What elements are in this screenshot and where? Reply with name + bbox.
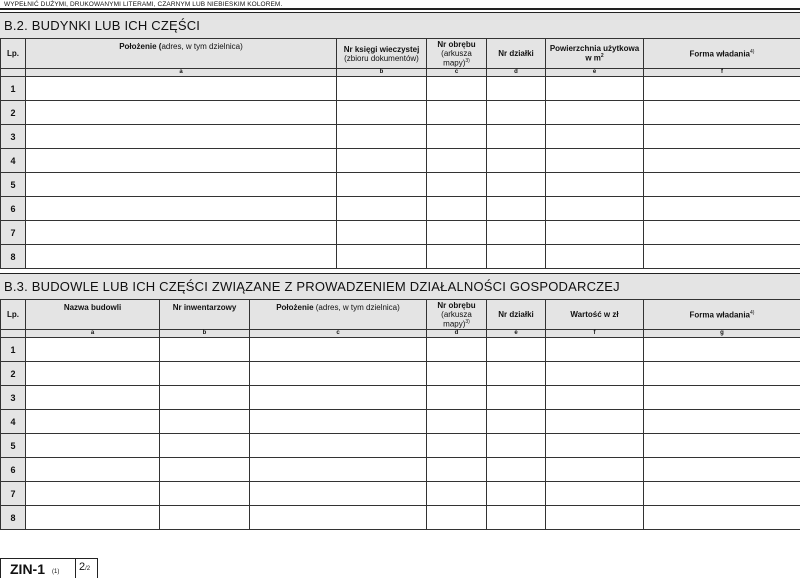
column-letter: g — [644, 330, 800, 338]
header-usable-area: Powierzchnia użytkowa w $m^2$ — [546, 39, 644, 69]
entry-field[interactable] — [546, 482, 644, 506]
entry-field[interactable] — [26, 338, 160, 362]
entry-field[interactable] — [546, 362, 644, 386]
entry-field[interactable] — [546, 125, 644, 149]
entry-field[interactable] — [427, 149, 487, 173]
column-letter: f — [644, 69, 800, 77]
entry-field[interactable] — [26, 410, 160, 434]
entry-field[interactable] — [337, 149, 427, 173]
entry-field[interactable] — [644, 173, 800, 197]
entry-field[interactable] — [487, 245, 546, 269]
entry-field[interactable] — [427, 173, 487, 197]
entry-field[interactable] — [546, 77, 644, 101]
entry-field[interactable] — [337, 77, 427, 101]
entry-field[interactable] — [546, 221, 644, 245]
section-b3-header — [0, 273, 800, 301]
entry-field[interactable] — [644, 458, 800, 482]
table-row — [1, 362, 800, 386]
section-b2-title: B.2. BUDYNKI LUB ICH CZĘŚCI — [4, 18, 201, 33]
table-b3 — [0, 299, 800, 530]
row-number: 8 — [1, 245, 26, 269]
header-ownership: Forma władania$^{4)}$ — [644, 39, 800, 69]
entry-field[interactable] — [26, 458, 160, 482]
top-rule — [0, 8, 800, 10]
entry-field[interactable] — [160, 410, 250, 434]
row-number: 6 — [1, 458, 26, 482]
entry-field[interactable] — [427, 77, 487, 101]
entry-field[interactable] — [427, 482, 487, 506]
entry-field[interactable] — [487, 221, 546, 245]
entry-field[interactable] — [644, 245, 800, 269]
entry-field[interactable] — [644, 434, 800, 458]
row-number: 1 — [1, 77, 26, 101]
entry-field[interactable] — [427, 125, 487, 149]
row-number: 1 — [1, 338, 26, 362]
row-number: 8 — [1, 506, 26, 530]
entry-field[interactable] — [644, 197, 800, 221]
column-letter: c — [427, 69, 487, 77]
entry-field[interactable] — [26, 506, 160, 530]
section-b2-header — [0, 12, 800, 40]
entry-field[interactable] — [160, 338, 250, 362]
page-number: 2/2 — [79, 561, 91, 573]
entry-field[interactable] — [427, 410, 487, 434]
entry-field[interactable] — [546, 410, 644, 434]
entry-field[interactable] — [644, 77, 800, 101]
entry-field[interactable] — [427, 221, 487, 245]
entry-field[interactable] — [337, 245, 427, 269]
header-ownership: Forma władania$^{4)}$ — [644, 300, 800, 330]
column-letter: e — [487, 330, 546, 338]
row-number: 2 — [1, 362, 26, 386]
entry-field[interactable] — [26, 362, 160, 386]
entry-field[interactable] — [487, 434, 546, 458]
entry-field[interactable] — [546, 386, 644, 410]
entry-field[interactable] — [337, 101, 427, 125]
entry-field[interactable] — [644, 338, 800, 362]
header-precinct: Nr obrębu (arkusza mapy)$^{3)}$ — [427, 39, 487, 69]
header-lp: Lp. — [1, 300, 26, 330]
entry-field[interactable] — [250, 386, 427, 410]
entry-field[interactable] — [160, 362, 250, 386]
entry-field[interactable] — [546, 434, 644, 458]
header-location: Położenie (adres, w tym dzielnica) — [250, 300, 427, 330]
entry-field[interactable] — [427, 386, 487, 410]
entry-field[interactable] — [427, 245, 487, 269]
entry-field[interactable] — [26, 482, 160, 506]
header-location: Położenie (adres, w tym dzielnica) — [26, 39, 337, 69]
entry-field[interactable] — [427, 101, 487, 125]
header-lp: Lp. — [1, 39, 26, 69]
entry-field[interactable] — [427, 197, 487, 221]
column-letter: a — [26, 330, 160, 338]
entry-field[interactable] — [487, 506, 546, 530]
column-letter: b — [160, 330, 250, 338]
row-number: 5 — [1, 434, 26, 458]
table-row — [1, 101, 800, 125]
entry-field[interactable] — [26, 149, 337, 173]
column-letter: d — [487, 69, 546, 77]
entry-field[interactable] — [487, 77, 546, 101]
entry-field[interactable] — [487, 482, 546, 506]
column-letters-row — [1, 69, 800, 77]
column-letter: c — [250, 330, 427, 338]
entry-field[interactable] — [250, 434, 427, 458]
table-row — [1, 245, 800, 269]
entry-field[interactable] — [160, 506, 250, 530]
entry-field[interactable] — [546, 149, 644, 173]
entry-field[interactable] — [250, 506, 427, 530]
entry-field[interactable] — [487, 101, 546, 125]
entry-field[interactable] — [337, 221, 427, 245]
form-version: (1) — [52, 569, 60, 575]
table-row — [1, 410, 800, 434]
entry-field[interactable] — [427, 458, 487, 482]
header-value: Wartość w zł — [546, 300, 644, 330]
table-row — [1, 434, 800, 458]
entry-field[interactable] — [337, 173, 427, 197]
table-row — [1, 338, 800, 362]
entry-field[interactable] — [644, 221, 800, 245]
entry-field[interactable] — [26, 125, 337, 149]
row-number: 6 — [1, 197, 26, 221]
table-row — [1, 458, 800, 482]
entry-field[interactable] — [160, 482, 250, 506]
entry-field[interactable] — [250, 338, 427, 362]
entry-field[interactable] — [487, 125, 546, 149]
entry-field[interactable] — [160, 434, 250, 458]
entry-field[interactable] — [250, 410, 427, 434]
table-row — [1, 173, 800, 197]
entry-field[interactable] — [487, 338, 546, 362]
entry-field[interactable] — [546, 173, 644, 197]
table-row — [1, 221, 800, 245]
entry-field[interactable] — [337, 197, 427, 221]
entry-field[interactable] — [644, 125, 800, 149]
entry-field[interactable] — [546, 197, 644, 221]
entry-field[interactable] — [26, 101, 337, 125]
header-land-register: Nr księgi wieczystej (zbioru dokumentów) — [337, 39, 427, 69]
entry-field[interactable] — [546, 458, 644, 482]
entry-field[interactable] — [26, 173, 337, 197]
entry-field[interactable] — [26, 245, 337, 269]
row-number: 7 — [1, 221, 26, 245]
entry-field[interactable] — [487, 386, 546, 410]
entry-field[interactable] — [26, 77, 337, 101]
entry-field[interactable] — [644, 410, 800, 434]
form-code: ZIN-1 — [10, 561, 45, 577]
entry-field[interactable] — [250, 362, 427, 386]
entry-field[interactable] — [644, 386, 800, 410]
entry-field[interactable] — [546, 245, 644, 269]
column-letter: f — [546, 330, 644, 338]
table-row — [1, 125, 800, 149]
table-b2 — [0, 38, 800, 269]
entry-field[interactable] — [644, 149, 800, 173]
entry-field[interactable] — [546, 506, 644, 530]
row-number: 5 — [1, 173, 26, 197]
row-number: 2 — [1, 101, 26, 125]
entry-field[interactable] — [644, 482, 800, 506]
entry-field[interactable] — [26, 221, 337, 245]
entry-field[interactable] — [487, 197, 546, 221]
row-number: 7 — [1, 482, 26, 506]
entry-field[interactable] — [546, 338, 644, 362]
row-number: 4 — [1, 149, 26, 173]
entry-field[interactable] — [644, 506, 800, 530]
column-letters-row — [1, 330, 800, 338]
table-row — [1, 149, 800, 173]
entry-field[interactable] — [546, 101, 644, 125]
column-letter: d — [427, 330, 487, 338]
entry-field[interactable] — [427, 434, 487, 458]
column-letter: a — [26, 69, 337, 77]
header-precinct: Nr obrębu (arkusza mapy)$^{3)}$ — [427, 300, 487, 330]
column-letter: b — [337, 69, 427, 77]
header-structure-name: Nazwa budowli — [26, 300, 160, 330]
row-number: 3 — [1, 386, 26, 410]
section-b3-title: B.3. BUDOWLE LUB ICH CZĘŚCI ZWIĄZANE Z PROWADZENIEM DZIAŁALNOŚCI GOSPODARCZEJ — [4, 279, 620, 294]
entry-field[interactable] — [487, 458, 546, 482]
entry-field[interactable] — [26, 434, 160, 458]
entry-field[interactable] — [487, 362, 546, 386]
entry-field[interactable] — [644, 101, 800, 125]
entry-field[interactable] — [427, 362, 487, 386]
entry-field[interactable] — [26, 197, 337, 221]
fill-instruction: WYPEŁNIĆ DUŻYMI, DRUKOWANYMI LITERAMI, CZARNYM LUB NIEBIESKIM KOLOREM. — [4, 1, 283, 8]
table-row — [1, 77, 800, 101]
entry-field[interactable] — [427, 506, 487, 530]
entry-field[interactable] — [644, 362, 800, 386]
column-letter: e — [546, 69, 644, 77]
entry-field[interactable] — [427, 338, 487, 362]
header-plot: Nr działki — [487, 39, 546, 69]
entry-field[interactable] — [160, 458, 250, 482]
entry-field[interactable] — [160, 386, 250, 410]
entry-field[interactable] — [250, 458, 427, 482]
row-number: 3 — [1, 125, 26, 149]
entry-field[interactable] — [487, 149, 546, 173]
table-row — [1, 506, 800, 530]
entry-field[interactable] — [337, 125, 427, 149]
footer-divider — [75, 558, 76, 578]
header-inventory-number: Nr inwentarzowy — [160, 300, 250, 330]
row-number: 4 — [1, 410, 26, 434]
entry-field[interactable] — [250, 482, 427, 506]
entry-field[interactable] — [487, 410, 546, 434]
table-row — [1, 386, 800, 410]
table-row — [1, 482, 800, 506]
header-plot: Nr działki — [487, 300, 546, 330]
table-row — [1, 197, 800, 221]
entry-field[interactable] — [487, 173, 546, 197]
entry-field[interactable] — [26, 386, 160, 410]
